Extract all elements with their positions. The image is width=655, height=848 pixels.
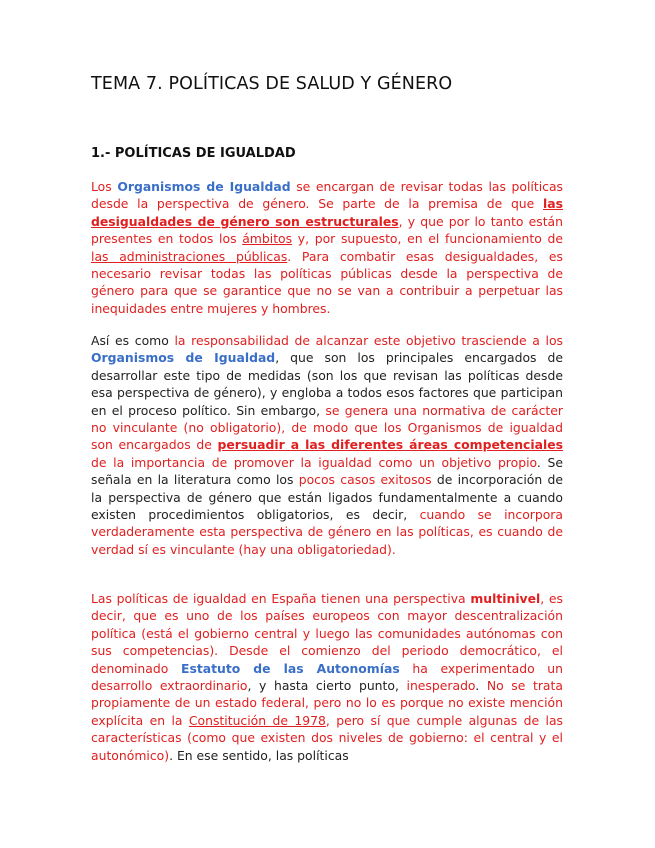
text-segment: , y hasta cierto punto,	[247, 678, 407, 694]
text-segment: Estatuto de las Autonomías	[180, 660, 400, 676]
document-title: TEMA 7. POLÍTICAS DE SALUD Y GÉNERO	[91, 74, 453, 94]
text-segment: multinivel	[470, 591, 541, 606]
text-segment: Organismos de Igualdad	[91, 350, 276, 366]
text-segment: . Para combatir esas desigualdades, es necesario revisar todas las políticas públicas desde la perspectiva de género para que se garantice que no se van a contribuir a perpetuar las inequidades entre mujeres y hombres.	[91, 248, 563, 316]
text-segment: de la importancia de promover la igualdad como un objetivo propio	[91, 454, 537, 470]
text-segment: persuadir a las diferentes áreas competenciales	[217, 437, 563, 453]
text-segment: la responsabilidad de alcanzar este objetivo trasciende a los	[174, 333, 563, 348]
text-segment: , que son los principales encargados de desarrollar este tipo de medidas (son los que revisan las políticas desde esa perspectiva de género), y engloba a todos esos factores que participan en el proceso político. Sin embargo,	[91, 350, 564, 418]
text-segment: . En ese sentido, las políticas	[169, 747, 349, 763]
text-segment: , pero sí que cumple algunas de las características (como que existen dos niveles de gobierno: el central y el autonómico)	[91, 712, 563, 763]
text-segment: pocos casos exitosos	[298, 472, 432, 488]
paragraph-multinivel	[91, 590, 563, 764]
paragraph-organismos-igualdad	[91, 178, 563, 317]
text-segment: ámbitos	[242, 231, 293, 247]
section-heading: 1.- POLÍTICAS DE IGUALDAD	[91, 146, 296, 161]
text-segment: , es decir, que es uno de los países europeos con mayor descentralización política (está el gobierno central y luego las comunidades autónomas con sus competencias). Desde el comienzo del periodo democrático, el denominado	[91, 591, 563, 676]
text-segment: de incorporación de la perspectiva de género que están ligados fundamentalmente a cuando existen procedimientos obligatorios, es decir,	[91, 472, 563, 523]
text-segment: se encargan de revisar todas las políticas desde la perspectiva de género. Se parte de la premisa de que	[91, 179, 564, 212]
text-segment: Constitución de 1978	[188, 712, 326, 728]
text-segment: las desigualdades de género son estructurales	[91, 196, 563, 229]
paragraph-responsabilidad	[91, 332, 563, 558]
text-segment: y, por supuesto, en el funcionamiento de	[292, 231, 563, 247]
text-segment: cuando se incorpora verdaderamente esta perspectiva de género en las políticas, es cuando de verdad sí es vinculante (hay una obligatoriedad).	[91, 507, 563, 557]
text-segment: Las políticas de igualdad en España tienen una perspectiva	[91, 591, 471, 606]
text-segment: . Se señala en la literatura como los	[91, 454, 563, 488]
text-segment: , y que por lo tanto están presentes en todos los	[91, 213, 564, 247]
text-segment: Organismos de Igualdad	[117, 179, 291, 194]
text-segment: .	[475, 678, 487, 694]
text-segment: Los	[91, 179, 118, 194]
text-segment: inesperado	[406, 678, 476, 694]
text-segment: No se trata propiamente de un estado federal, pero no lo es porque no existe mención explícita en la	[91, 678, 563, 728]
text-segment: ha experimentado un desarrollo extraordinario	[91, 660, 564, 694]
text-segment: se genera una normativa de carácter no vinculante (no obligatorio), de modo que los Organismos de igualdad son encargados de	[91, 402, 564, 453]
text-segment: Así es como	[91, 333, 175, 348]
text-segment: las administraciones públicas	[91, 248, 288, 264]
